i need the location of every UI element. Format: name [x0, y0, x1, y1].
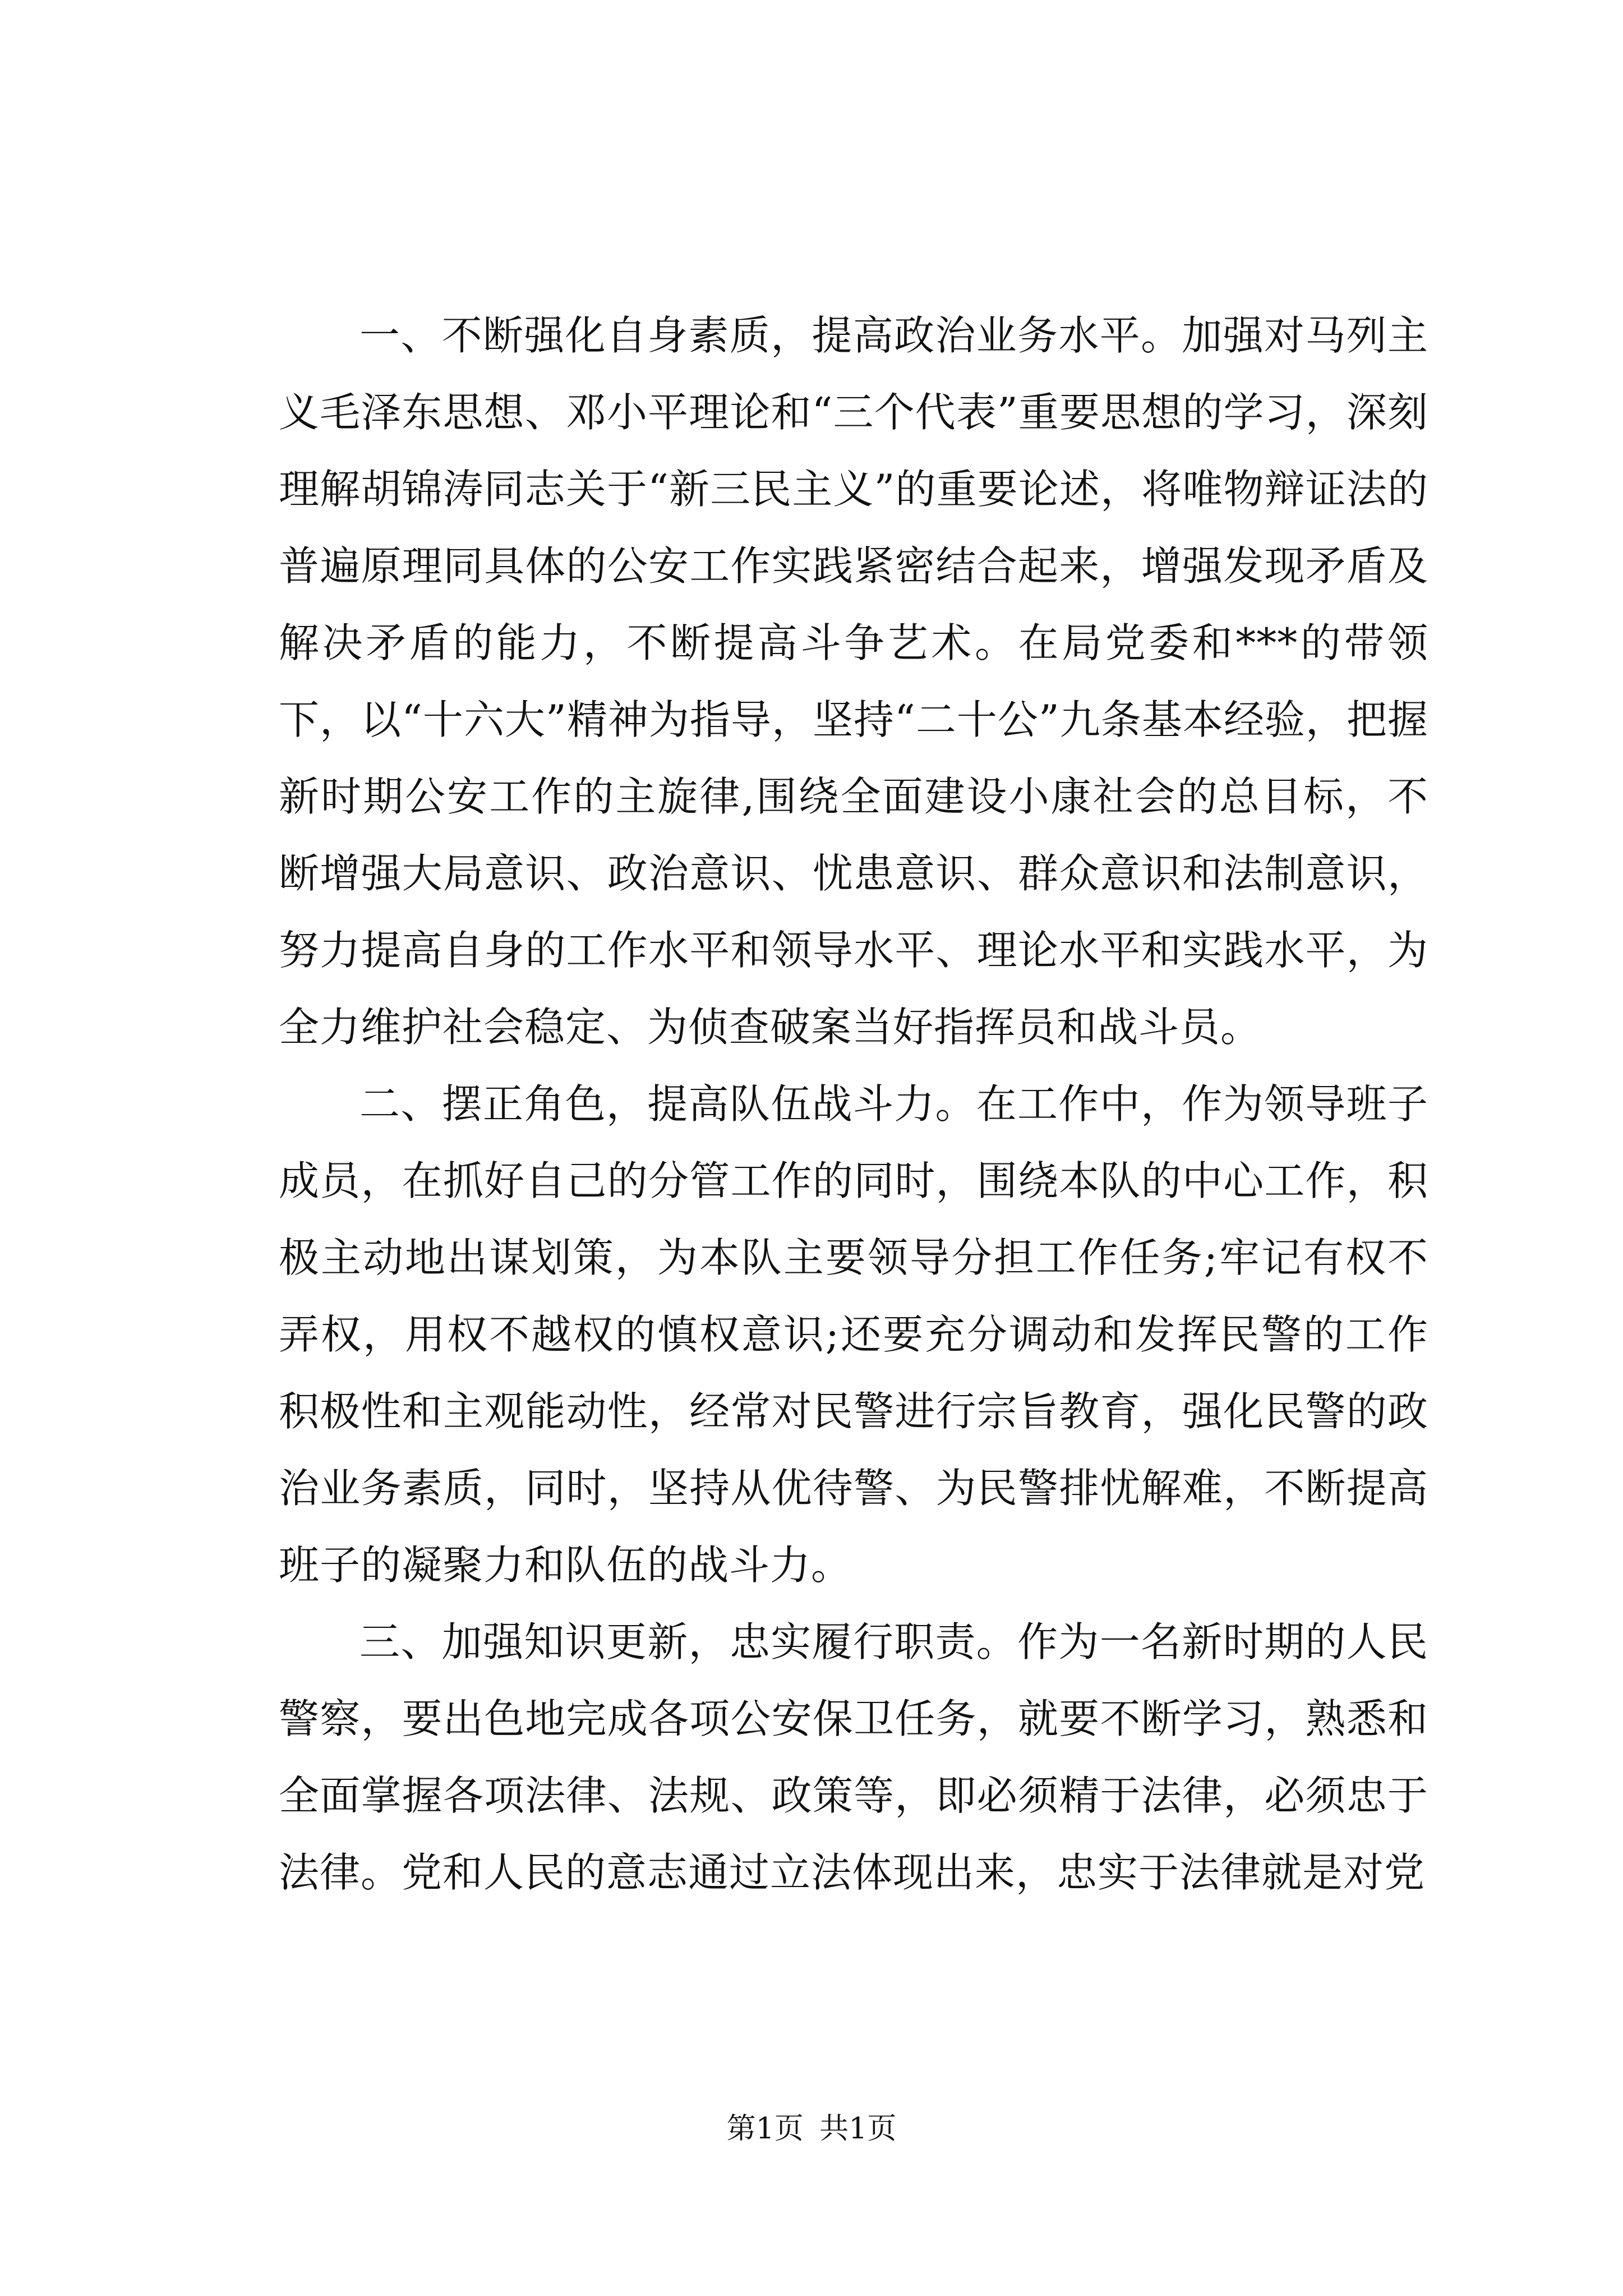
paragraph-3: 三、加强知识更新，忠实履行职责。作为一名新时期的人民警察，要出色地完成各项公安保卫任务，就要不断学习，熟悉和全面掌握各项法律、法规、政策等，即必须精于法律，必须忠于法律。党和人民的意志通过立法体现出来，忠实于法律就是对党: [279, 1618, 1428, 1896]
page-total: 共1页: [819, 2112, 897, 2146]
page-number: 第1页: [726, 2112, 804, 2146]
document-body: [279, 297, 1428, 1911]
paragraph-1: 一、不断强化自身素质，提高政治业务水平。加强对马列主义毛泽东思想、邓小平理论和“三个代表”重要思想的学习，深刻理解胡锦涛同志关于“新三民主义”的重要论述，将唯物辩证法的普遍原理同具体的公安工作实践紧密结合起来，增强发现矛盾及解决矛盾的能力，不断提高斗争艺术。在局党委和***的带领下，以“十六大”精神为指导，坚持“二十公”九条基本经验，把握新时期公安工作的主旋律,围绕全面建设小康社会的总目标，不断增强大局意识、政治意识、忧患意识、群众意识和法制意识，努力提高自身的工作水平和领导水平、理论水平和实践水平，为全力维护社会稳定、为侦查破案当好指挥员和战斗员。: [279, 312, 1428, 1051]
page-footer: [0, 2109, 1623, 2148]
paragraph-2: 二、摆正角色，提高队伍战斗力。在工作中，作为领导班子成员，在抓好自己的分管工作的同时，围绕本队的中心工作，积极主动地出谋划策，为本队主要领导分担工作任务;牢记有权不弄权，用权不越权的慎权意识;还要充分调动和发挥民警的工作积极性和主观能动性，经常对民警进行宗旨教育，强化民警的政治业务素质，同时，坚持从优待警、为民警排忧解难，不断提高班子的凝聚力和队伍的战斗力。: [279, 1080, 1428, 1589]
